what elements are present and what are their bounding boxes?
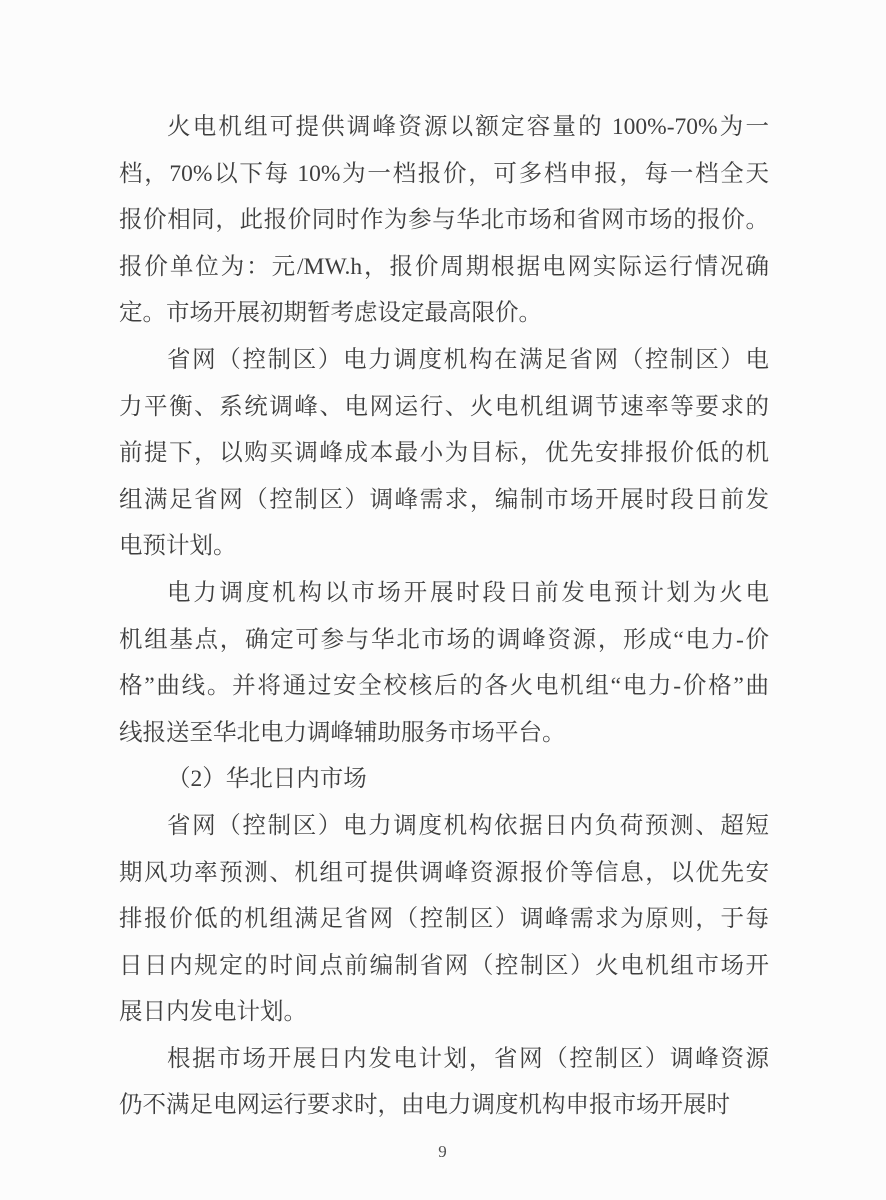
text-line: 省网（控制区）电力调度机构在满足省网（控制区）电 <box>167 346 769 373</box>
text-line: 仍不满足电网运行要求时，由电力调度机构申报市场开展时 <box>119 1092 730 1119</box>
text-line: 排报价低的机组满足省网（控制区）调峰需求为原则，于每 <box>119 906 769 933</box>
page-number: 9 <box>438 1142 448 1161</box>
text-line: 力平衡、系统调峰、电网运行、火电机组调节速率等要求的 <box>119 393 769 420</box>
text-line: 格”曲线。并将通过安全校核后的各火电机组“电力-价格”曲 <box>119 673 769 700</box>
text-line: 期风功率预测、机组可提供调峰资源报价等信息，以优先安 <box>119 859 769 886</box>
document-body <box>119 104 769 1129</box>
text-line: 电力调度机构以市场开展时段日前发电预计划为火电 <box>167 579 769 606</box>
text-line: 报价相同，此报价同时作为参与华北市场和省网市场的报价。 <box>119 207 769 234</box>
text-line: 线报送至华北电力调峰辅助服务市场平台。 <box>119 719 566 746</box>
text-line: （2）华北日内市场 <box>167 766 367 793</box>
text-line: 省网（控制区）电力调度机构依据日内负荷预测、超短 <box>167 812 769 839</box>
text-line: 定。市场开展初期暂考虑设定最高限价。 <box>119 300 542 327</box>
text-line: 前提下，以购买调峰成本最小为目标，优先安排报价低的机 <box>119 440 769 467</box>
text-line: 组满足省网（控制区）调峰需求，编制市场开展时段日前发 <box>119 486 769 513</box>
text-line: 根据市场开展日内发电计划，省网（控制区）调峰资源 <box>167 1045 769 1072</box>
text-line: 火电机组可提供调峰资源以额定容量的 100%-70%为一 <box>167 114 769 140</box>
text-line: 电预计划。 <box>119 533 237 560</box>
text-line: 档，70%以下每 10%为一档报价，可多档申报，每一档全天 <box>119 160 769 187</box>
text-line: 展日内发电计划。 <box>119 999 307 1026</box>
text-line: 日日内规定的时间点前编制省网（控制区）火电机组市场开 <box>119 952 769 979</box>
text-line: 报价单位为：元/MW.h，报价周期根据电网实际运行情况确 <box>119 253 769 280</box>
text-line: 机组基点，确定可参与华北市场的调峰资源，形成“电力-价 <box>119 626 769 653</box>
